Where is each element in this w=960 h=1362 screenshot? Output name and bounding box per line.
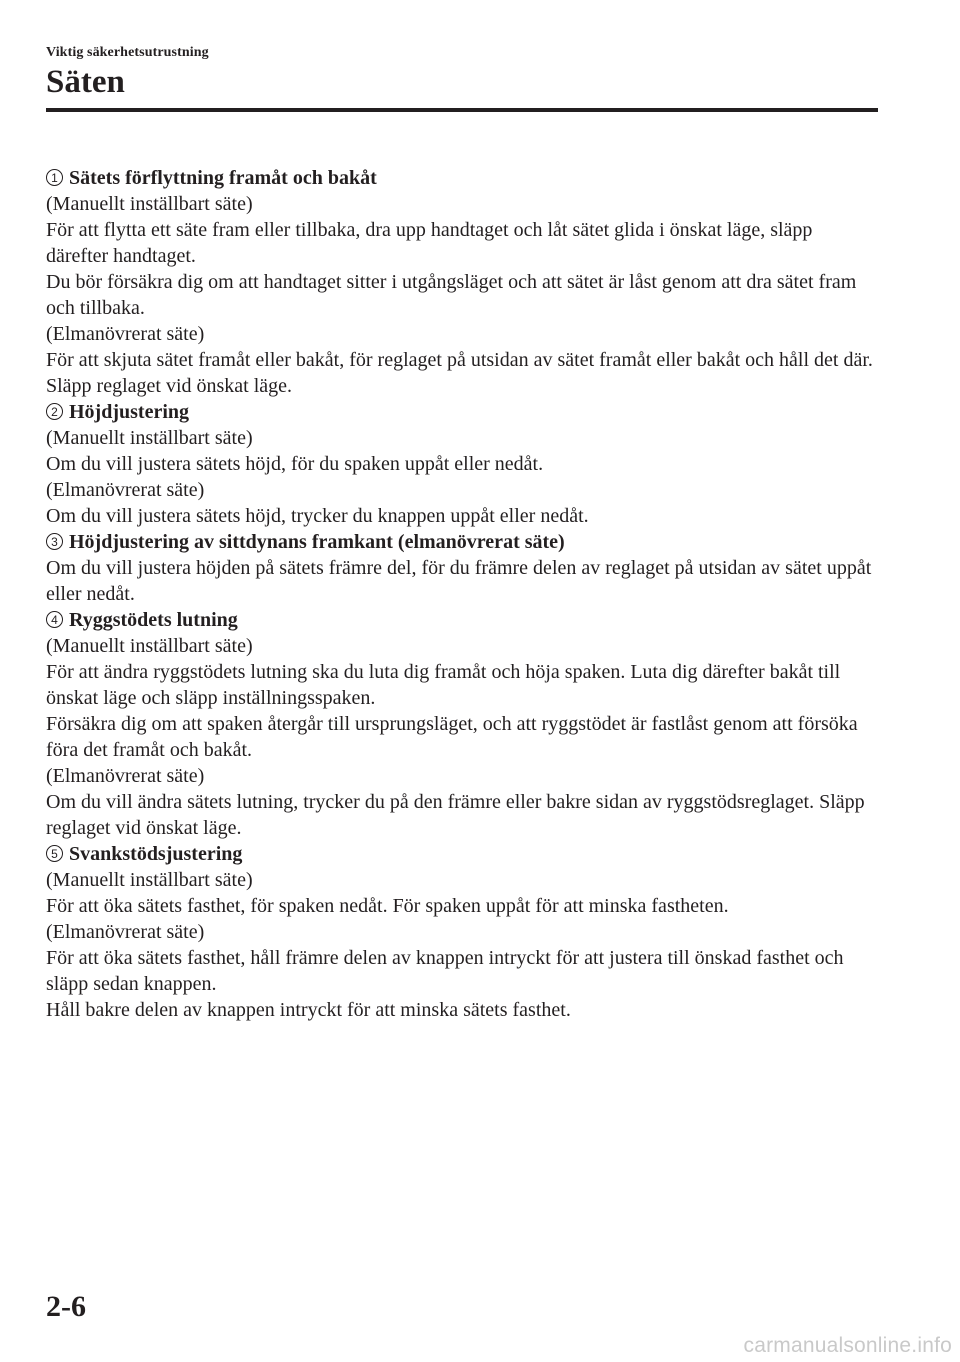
paragraph: För att öka sätets fasthet, för spaken nedåt. För spaken uppåt för att minska fastheten.	[46, 895, 729, 917]
header-divider	[46, 108, 878, 112]
paragraph: För att öka sätets fasthet, håll främre delen av knappen intryckt för att justera till önskad fasthet och släpp sedan knappen.	[46, 947, 844, 995]
paragraph: (Manuellt inställbart säte)	[46, 869, 253, 891]
paragraph: (Elmanövrerat säte)	[46, 921, 205, 943]
page-header	[46, 44, 209, 100]
section-heading	[46, 841, 876, 867]
paragraph: (Manuellt inställbart säte)	[46, 193, 253, 215]
content-body	[46, 165, 876, 1023]
paragraph: (Elmanövrerat säte)	[46, 765, 205, 787]
paragraph: Om du vill justera sätets höjd, trycker du knappen uppåt eller nedåt.	[46, 505, 589, 527]
paragraph: Håll bakre delen av knappen intryckt för att minska sätets fasthet.	[46, 999, 571, 1021]
section-heading	[46, 399, 876, 425]
section-heading-text: Höjdjustering av sittdynans framkant (elmanövrerat säte)	[69, 531, 565, 553]
paragraph: För att flytta ett säte fram eller tillbaka, dra upp handtaget och låt sätet glida i önskat läge, släpp därefter handtaget.	[46, 219, 813, 267]
section-heading-text: Höjdjustering	[69, 401, 189, 423]
paragraph: (Elmanövrerat säte)	[46, 479, 205, 501]
circled-number-icon: 1	[46, 169, 63, 186]
paragraph: (Elmanövrerat säte)	[46, 323, 205, 345]
section-3	[46, 529, 876, 607]
section-4	[46, 607, 876, 841]
paragraph: För att skjuta sätet framåt eller bakåt, för reglaget på utsidan av sätet framåt eller bakåt och håll det där. Släpp reglaget vid önskat läge.	[46, 349, 873, 397]
watermark[interactable]: carmanualsonline.info	[743, 1334, 952, 1357]
paragraph: Om du vill justera höjden på sätets främre del, för du främre delen av reglaget på utsidan av sätet uppåt eller nedåt.	[46, 557, 872, 605]
section-heading-text: Svankstödsjustering	[69, 843, 243, 865]
section-heading	[46, 165, 876, 191]
page-title: Säten	[46, 64, 125, 100]
paragraph: Om du vill ändra sätets lutning, trycker du på den främre eller bakre sidan av ryggstödsreglaget. Släpp reglaget vid önskat läge.	[46, 791, 865, 839]
paragraph: Om du vill justera sätets höjd, för du spaken uppåt eller nedåt.	[46, 453, 544, 475]
paragraph: (Manuellt inställbart säte)	[46, 427, 253, 449]
section-1	[46, 165, 876, 399]
paragraph: (Manuellt inställbart säte)	[46, 635, 253, 657]
section-heading-text: Ryggstödets lutning	[69, 609, 238, 631]
section-heading	[46, 607, 876, 633]
paragraph: Du bör försäkra dig om att handtaget sitter i utgångsläget och att sätet är låst genom att dra sätet fram och tillbaka.	[46, 271, 857, 319]
circled-number-icon: 3	[46, 533, 63, 550]
section-5	[46, 841, 876, 1023]
paragraph: För att ändra ryggstödets lutning ska du luta dig framåt och höja spaken. Luta dig därefter bakåt till önskat läge och släpp inställningsspaken.	[46, 661, 841, 709]
circled-number-icon: 2	[46, 403, 63, 420]
paragraph: Försäkra dig om att spaken återgår till ursprungsläget, och att ryggstödet är fastlåst genom att försöka föra det framåt och bakåt.	[46, 713, 858, 761]
page-number: 2-6	[46, 1290, 86, 1323]
circled-number-icon: 4	[46, 611, 63, 628]
section-label: Viktig säkerhetsutrustning	[46, 45, 209, 60]
section-heading-text: Sätets förflyttning framåt och bakåt	[69, 167, 377, 189]
section-2	[46, 399, 876, 529]
circled-number-icon: 5	[46, 845, 63, 862]
section-heading	[46, 529, 876, 555]
